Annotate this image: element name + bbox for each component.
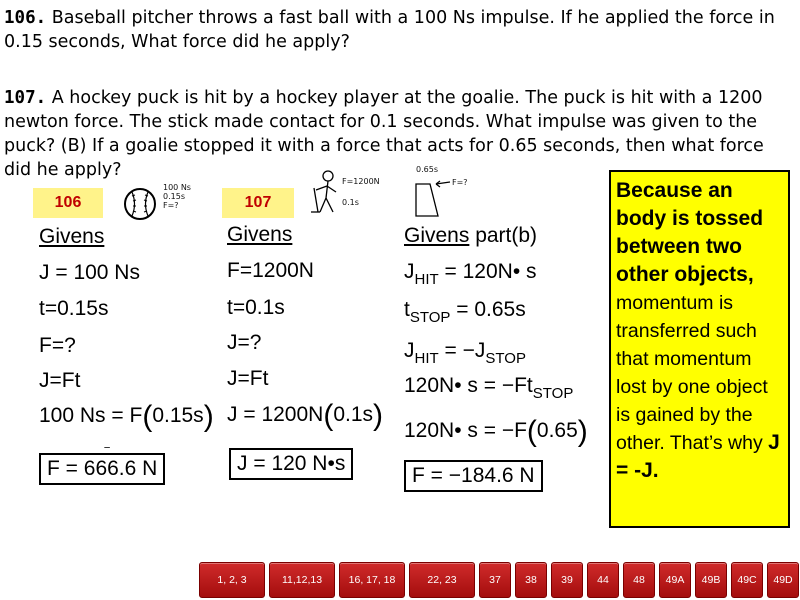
nav-button-48[interactable]: 48: [623, 562, 655, 598]
answer-text: −184.6 N: [448, 464, 535, 487]
col3-line5: 120N• s = −F(0.65): [404, 415, 588, 448]
note-line: 0.1s: [342, 198, 359, 207]
nav-button-49b[interactable]: 49B: [695, 562, 727, 598]
nav-button-49d[interactable]: 49D: [767, 562, 799, 598]
col2-answer: J = 120 N•s: [229, 448, 353, 480]
problem-text: Baseball pitcher throws a fast ball with a 100 Ns impulse. If he applied the force in 0.15 seconds, What force did he apply?: [4, 8, 775, 52]
col1-line4: J=Ft: [39, 369, 81, 392]
eq-text: J: [227, 403, 238, 426]
subscript: STOP: [532, 385, 574, 402]
eq-text: 120N• s: [404, 419, 478, 442]
nav-button-39[interactable]: 39: [551, 562, 583, 598]
subscript: STOP: [485, 350, 526, 367]
col3-line2: $t_{STOP} = 0.65s$: [404, 298, 526, 326]
eq-text: 1200N: [261, 403, 324, 426]
problem-107: [4, 86, 794, 182]
explanation-text: momentum is transferred such that momentum lost by one object is gained by the other. That’s why: [616, 292, 769, 454]
problem-number: 107.: [4, 88, 47, 108]
nav-button-37[interactable]: 37: [479, 562, 511, 598]
eq-text: −Ft: [501, 374, 533, 397]
problem-text: A hockey puck is hit by a hockey player at the goalie. The puck is hit with a 1200 newton force. The stick made contact for 0.1 seconds. What impulse was given to the puck? (B) If a goalie stopped it with a force that acts for 0.65 seconds, then what force did he apply?: [4, 88, 764, 180]
col1-heading: Givens: [39, 225, 105, 248]
col1-line5: 100 Ns = F(0.15s): [39, 400, 214, 433]
col1-answer: F = 666.6 N ‾: [39, 453, 165, 485]
eq-text: 0.1s: [333, 403, 374, 426]
subscript: HIT: [414, 271, 439, 288]
note-line: 0.15s: [163, 192, 185, 201]
explanation-bold: Because an body is tossed between two other objects,: [616, 179, 764, 286]
col3-line3: $J_{HIT} = -J_{STOP}$: [404, 339, 526, 367]
eq-text: J: [404, 339, 415, 362]
eq-text: 0.65s: [474, 298, 526, 321]
nav-button-22-23[interactable]: 22, 23: [409, 562, 475, 598]
answer-text: J: [237, 452, 248, 475]
explanation-box: [609, 170, 790, 528]
eq-text: 0.15s: [152, 404, 204, 427]
nav-button-49c[interactable]: 49C: [731, 562, 763, 598]
note-line: F=1200N: [342, 177, 380, 186]
col3-line4: 120N• $s = -Ft_{STOP}$: [404, 374, 574, 402]
col2-line1: F=1200N: [227, 259, 314, 282]
note-line: 100 Ns: [163, 183, 191, 192]
col3-line1: $J_{HIT}$ = 120N• s: [404, 260, 537, 288]
eq-text: 120N• s: [404, 374, 478, 397]
goalie-force-note: F=?: [452, 178, 468, 187]
tag-107: 107: [222, 188, 294, 218]
explanation-conclusion: J = -J.: [616, 431, 780, 482]
eq-text: −J: [462, 339, 486, 362]
eq-text: 100 Ns: [39, 404, 106, 427]
col2-line5: J = 1200N(0.1s): [227, 399, 384, 432]
note-line: F=?: [163, 201, 179, 210]
col2-line2: t=0.1s: [227, 296, 285, 319]
eq-text: 120N• s: [462, 260, 537, 283]
hockey-player-sketch-icon: [308, 168, 344, 216]
problem-number: 106.: [4, 8, 47, 28]
baseball-sketch-icon: [122, 186, 162, 222]
col2-line4: J=Ft: [227, 367, 269, 390]
ball-note: [163, 183, 191, 210]
nav-button-44[interactable]: 44: [587, 562, 619, 598]
heading-suffix: part(b): [469, 224, 538, 247]
answer-text: F: [47, 457, 60, 480]
col1-line1: J = 100 Ns: [39, 261, 140, 284]
goalie-time-note: 0.65s: [416, 165, 438, 174]
problem-nav: [199, 562, 799, 598]
answer-text: 120 N•s: [271, 452, 346, 475]
nav-button-16-17-18[interactable]: 16, 17, 18: [339, 562, 405, 598]
nav-button-1-2-3[interactable]: 1, 2, 3: [199, 562, 265, 598]
player-note: [342, 177, 380, 207]
col2-line3: J=?: [227, 331, 262, 354]
eq-text: F: [129, 404, 143, 427]
subscript: HIT: [414, 350, 439, 367]
subscript: STOP: [409, 309, 451, 326]
eq-text: J: [39, 261, 50, 284]
nav-button-11-12-13[interactable]: 11,12,13: [269, 562, 335, 598]
col3-heading: [404, 224, 537, 248]
nav-button-38[interactable]: 38: [515, 562, 547, 598]
repeating-bar: ‾: [104, 445, 110, 461]
eq-text: 0.65: [536, 419, 578, 442]
eq-text: −F: [501, 419, 527, 442]
col1-line3: F=?: [39, 334, 76, 357]
heading-text: Givens: [404, 224, 470, 247]
problem-106: [4, 6, 794, 54]
eq-text: 100 Ns: [73, 261, 140, 284]
tag-106: 106: [33, 188, 103, 218]
answer-text: 666.6 N: [83, 457, 158, 480]
col1-line2: t=0.15s: [39, 297, 109, 320]
eq-text: J: [404, 260, 415, 283]
col3-answer: F = −184.6 N: [404, 460, 543, 492]
nav-button-49a[interactable]: 49A: [659, 562, 691, 598]
col2-heading: Givens: [227, 223, 293, 246]
answer-text: F: [412, 464, 425, 487]
eq-text: t: [404, 298, 410, 321]
